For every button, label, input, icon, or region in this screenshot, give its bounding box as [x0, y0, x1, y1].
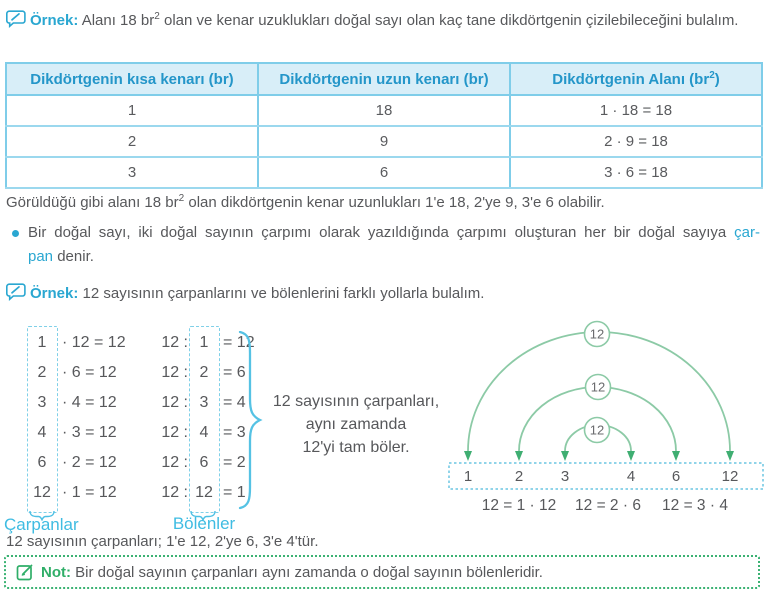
example2-block: [6, 282, 760, 306]
example2-text: 12 sayısının çarpanlarını ve bölenlerini farklı yollarla bulalım.: [82, 285, 485, 302]
cell-short: 2: [6, 126, 258, 157]
col-header-area: Dikdörtgenin Alanı $(br^2)$: [510, 63, 762, 95]
circle-label: 12: [589, 422, 605, 438]
result-paragraph: Görüldüğü gibi alanı 18 $br^2$ olan dikdörtgenin kenar uzunlukları 1'e 18, 2'ye 9, 3'e 6 olabilir.: [6, 193, 605, 211]
multiplication-row: 2 · 6 = 12: [37, 364, 117, 381]
table-row: [6, 126, 762, 157]
conclusion-text: 12 sayısının çarpanları; 1'e 12, 2'ye 6, 3'e 4'tür.: [6, 533, 319, 550]
example2-label: Örnek:: [30, 285, 79, 302]
number-label: 1: [463, 468, 473, 485]
arrow-down-icon: [515, 451, 523, 461]
rectangle-factors-table: [5, 62, 763, 189]
definition-line2: pan denir.: [28, 248, 94, 265]
multiplication-row: 12 · 1 = 12: [33, 484, 117, 501]
factor-pairs-arc-diagram: [445, 320, 767, 520]
example1-text-cont: olan ve kenar uzuklukları doğal sayı olan kaç tane dikdörtgenin çizilebileceğini bulalım.: [159, 12, 739, 29]
speech-bubble-pencil-icon: [6, 10, 26, 28]
number-label: 3: [560, 468, 570, 485]
factor-pair-equation: 12 = 2 · 6: [575, 497, 641, 514]
multiplication-row: 4 · 3 = 12: [37, 424, 117, 441]
multiplication-row: 1 · 12 = 12: [37, 334, 126, 351]
division-row: 12 : 4 = 3: [161, 424, 246, 441]
table-row: [6, 157, 762, 188]
cell-area: 1 · 18 = 18: [510, 95, 762, 126]
brace-note-text: 12 sayısının çarpanları, aynı zamanda 12'yi tam böler.: [272, 393, 440, 456]
factor-pair-equation: 12 = 1 · 12: [481, 497, 557, 514]
factor-pair-equation: 12 = 3 · 4: [662, 497, 728, 514]
division-row: 12 : 1 = 12: [161, 334, 255, 351]
note-box: [4, 555, 760, 589]
number-label: 12: [721, 468, 739, 485]
superscript-2: 2: [178, 193, 185, 204]
table-row: [6, 95, 762, 126]
arrow-down-icon: [672, 451, 680, 461]
definition-line1: Bir doğal sayı, iki doğal sayının çarpımı olarak yazıldığında çarpımı oluşturan her bir doğal sayıya çar-: [28, 224, 760, 241]
cell-area: 3 · 6 = 18: [510, 157, 762, 188]
carpan-term-link[interactable]: çar-: [734, 224, 760, 241]
number-label: 4: [626, 468, 636, 485]
number-label: 2: [514, 468, 524, 485]
multiplication-list: [28, 328, 126, 508]
note-text: Bir doğal sayının çarpanları aynı zamanda o doğal sayının bölenleridir.: [75, 563, 543, 581]
arrow-down-icon: [464, 451, 472, 461]
circle-label: 12: [589, 326, 605, 342]
cell-long: 18: [258, 95, 510, 126]
bullet-dot-icon: [12, 230, 19, 237]
example1-block: [6, 5, 760, 33]
number-label: 6: [671, 468, 681, 485]
factors-divisors-diagram: [0, 318, 768, 532]
numbers-dashed-box: [449, 463, 763, 489]
note-label: Not:: [41, 563, 71, 581]
speech-bubble-pencil-icon: [6, 283, 26, 301]
cell-short: 1: [6, 95, 258, 126]
arrow-down-icon: [726, 451, 734, 461]
factors-column-label: Çarpanlar: [4, 515, 79, 534]
multiplication-row: 6 · 2 = 12: [37, 454, 117, 471]
cell-long: 9: [258, 126, 510, 157]
definition-bullet: [8, 221, 760, 269]
col-header-short-side: Dikdörtgenin kısa kenarı (br): [6, 63, 258, 95]
divisors-column-label: Bölenler: [172, 514, 236, 533]
arrow-down-icon: [561, 451, 569, 461]
circle-label: 12: [590, 379, 606, 395]
example1-text: Alanı 18 br: [81, 12, 155, 29]
division-row: 12 : 3 = 4: [161, 394, 246, 411]
multiplication-row: 3 · 4 = 12: [37, 394, 117, 411]
division-row: 12 : 6 = 2: [161, 454, 246, 471]
edit-note-icon: [16, 563, 34, 581]
cell-area: 2 · 9 = 18: [510, 126, 762, 157]
superscript-2: 2: [154, 11, 160, 22]
arrow-down-icon: [627, 451, 635, 461]
col-header-long-side: Dikdörtgenin uzun kenarı (br): [258, 63, 510, 95]
cell-long: 6: [258, 157, 510, 188]
table-header-row: [6, 63, 762, 95]
curly-brace-icon: [234, 331, 264, 511]
example1-label: Örnek:: [30, 12, 79, 29]
carpan-term-link[interactable]: pan: [28, 248, 54, 265]
cell-short: 3: [6, 157, 258, 188]
division-row: 12 : 2 = 6: [161, 364, 246, 381]
division-row: 12 : 12 = 1: [161, 484, 246, 501]
